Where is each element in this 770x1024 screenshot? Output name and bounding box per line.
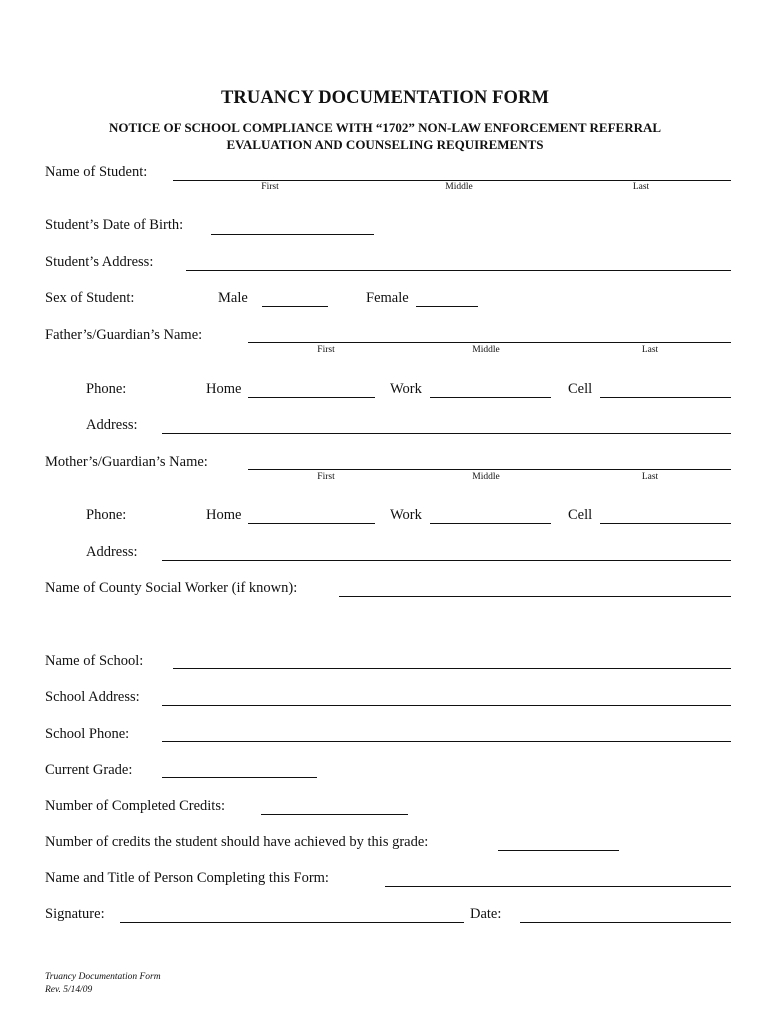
completer-field[interactable] bbox=[385, 886, 731, 887]
father-work-phone-field[interactable] bbox=[430, 397, 551, 398]
mother-address-label: Address: bbox=[86, 544, 138, 560]
father-work-label: Work bbox=[390, 381, 422, 397]
father-cell-phone-field[interactable] bbox=[600, 397, 731, 398]
student-address-label: Student’s Address: bbox=[45, 254, 154, 270]
mother-cell-phone-field[interactable] bbox=[600, 523, 731, 524]
student-address-field[interactable] bbox=[186, 270, 731, 271]
student-dob-field[interactable] bbox=[211, 234, 374, 235]
mother-phone-label: Phone: bbox=[86, 507, 127, 523]
completer-label: Name and Title of Person Completing this Form: bbox=[45, 870, 329, 886]
mother-middle-caption: Middle bbox=[472, 472, 500, 482]
father-middle-caption: Middle bbox=[472, 345, 500, 355]
footer-revision: Rev. 5/14/09 bbox=[45, 985, 93, 995]
male-field[interactable] bbox=[262, 306, 328, 307]
completed-credits-label: Number of Completed Credits: bbox=[45, 798, 226, 814]
father-name-field[interactable] bbox=[248, 342, 731, 343]
school-name-label: Name of School: bbox=[45, 653, 144, 669]
signature-label: Signature: bbox=[45, 906, 105, 922]
completed-credits-field[interactable] bbox=[261, 814, 408, 815]
father-phone-label: Phone: bbox=[86, 381, 127, 397]
current-grade-label: Current Grade: bbox=[45, 762, 133, 778]
father-cell-label: Cell bbox=[568, 381, 593, 397]
social-worker-label: Name of County Social Worker (if known): bbox=[45, 580, 298, 596]
mother-work-phone-field[interactable] bbox=[430, 523, 551, 524]
student-sex-label: Sex of Student: bbox=[45, 290, 135, 306]
female-label: Female bbox=[366, 290, 409, 306]
school-phone-field[interactable] bbox=[162, 741, 731, 742]
school-phone-label: School Phone: bbox=[45, 726, 130, 742]
expected-credits-label: Number of credits the student should have achieved by this grade: bbox=[45, 834, 429, 850]
mother-home-label: Home bbox=[206, 507, 242, 523]
father-last-caption: Last bbox=[641, 345, 659, 355]
signature-field[interactable] bbox=[120, 922, 464, 923]
date-label: Date: bbox=[470, 906, 502, 922]
mother-last-caption: Last bbox=[641, 472, 659, 482]
father-home-phone-field[interactable] bbox=[248, 397, 375, 398]
form-subtitle-line1: NOTICE OF SCHOOL COMPLIANCE WITH “1702” NON-LAW ENFORCEMENT REFERRAL bbox=[108, 120, 662, 135]
date-field[interactable] bbox=[520, 922, 731, 923]
school-name-field[interactable] bbox=[173, 668, 731, 669]
mother-address-field[interactable] bbox=[162, 560, 731, 561]
mother-work-label: Work bbox=[390, 507, 422, 523]
school-address-field[interactable] bbox=[162, 705, 731, 706]
student-middle-caption: Middle bbox=[445, 182, 473, 192]
form-title: TRUANCY DOCUMENTATION FORM bbox=[220, 88, 550, 108]
father-home-label: Home bbox=[206, 381, 242, 397]
social-worker-field[interactable] bbox=[339, 596, 731, 597]
father-name-label: Father’s/Guardian’s Name: bbox=[45, 327, 203, 343]
student-name-label: Name of Student: bbox=[45, 164, 148, 180]
mother-first-caption: First bbox=[317, 472, 335, 482]
form-subtitle-line2: EVALUATION AND COUNSELING REQUIREMENTS bbox=[226, 137, 544, 152]
female-field[interactable] bbox=[416, 306, 478, 307]
father-address-label: Address: bbox=[86, 417, 138, 433]
mother-name-field[interactable] bbox=[248, 469, 731, 470]
current-grade-field[interactable] bbox=[162, 777, 317, 778]
mother-home-phone-field[interactable] bbox=[248, 523, 375, 524]
male-label: Male bbox=[218, 290, 248, 306]
student-first-caption: First bbox=[261, 182, 279, 192]
footer-form-name: Truancy Documentation Form bbox=[45, 972, 161, 982]
expected-credits-field[interactable] bbox=[498, 850, 619, 851]
father-address-field[interactable] bbox=[162, 433, 731, 434]
student-dob-label: Student’s Date of Birth: bbox=[45, 217, 184, 233]
student-last-caption: Last bbox=[632, 182, 650, 192]
student-name-field[interactable] bbox=[173, 180, 731, 181]
mother-cell-label: Cell bbox=[568, 507, 593, 523]
mother-name-label: Mother’s/Guardian’s Name: bbox=[45, 454, 208, 470]
father-first-caption: First bbox=[317, 345, 335, 355]
school-address-label: School Address: bbox=[45, 689, 140, 705]
